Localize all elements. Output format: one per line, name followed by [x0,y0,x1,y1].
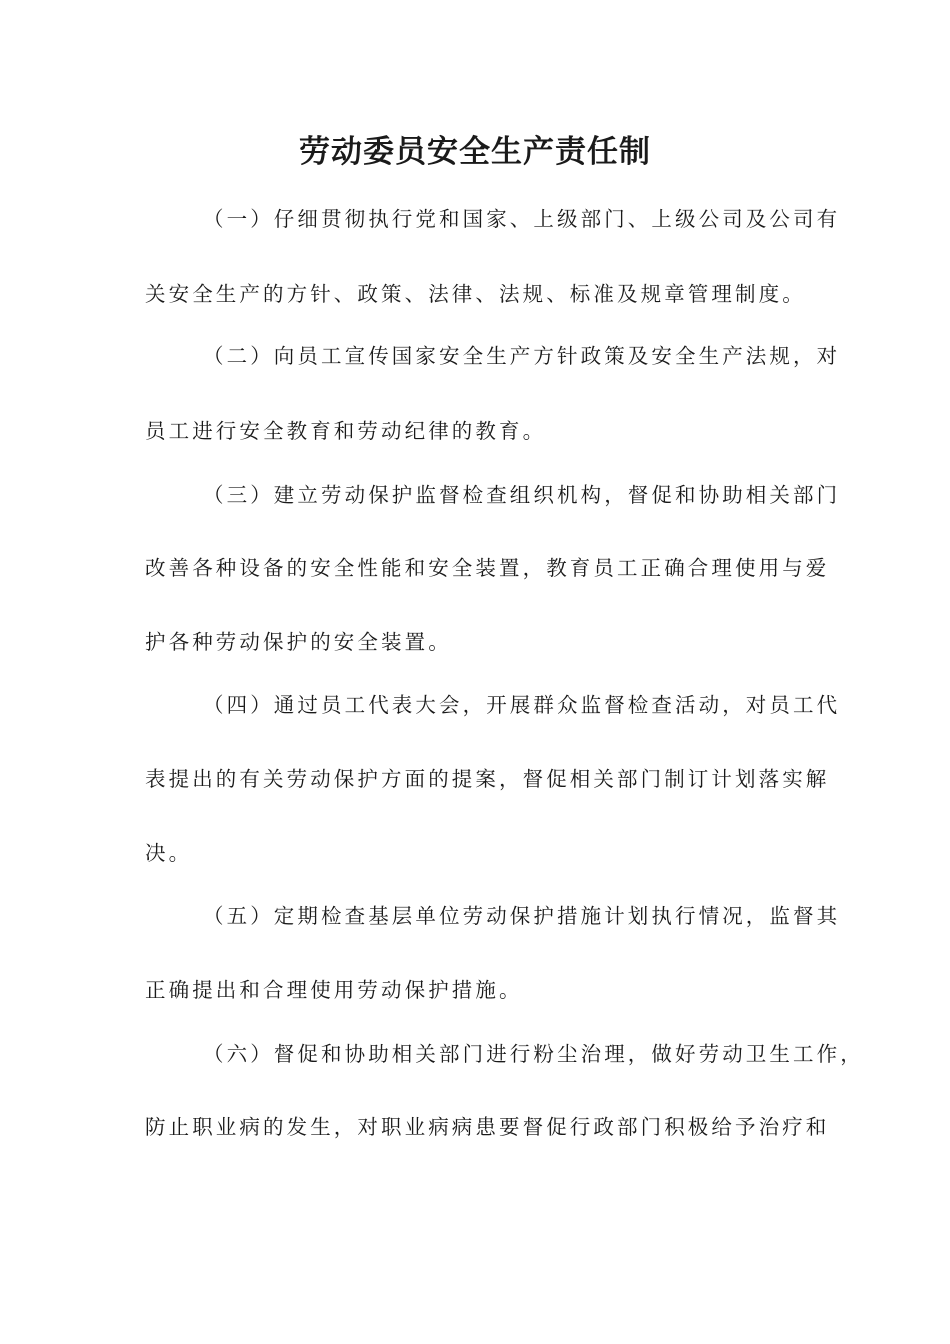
paragraph-3-line-2: 改善各种设备的安全性能和安全装置，教育员工正确合理使用与爱 [145,556,830,580]
paragraph-6-line-2: 防止职业病的发生，对职业病病患要督促行政部门积极给予治疗和 [145,1115,830,1139]
paragraph-2-line-2: 员工进行安全教育和劳动纪律的教育。 [145,419,547,443]
paragraph-1-line-2: 关安全生产的方针、政策、法律、法规、标准及规章管理制度。 [145,282,806,306]
paragraph-2-line-1: （二）向员工宣传国家安全生产方针政策及安全生产法规，对 [203,344,841,368]
paragraph-3-line-1: （三）建立劳动保护监督检查组织机构，督促和协助相关部门 [203,483,841,507]
paragraph-4-line-1: （四）通过员工代表大会，开展群众监督检查活动，对员工代 [203,693,841,717]
paragraph-5-line-2: 正确提出和合理使用劳动保护措施。 [145,978,523,1002]
paragraph-6-line-1: （六）督促和协助相关部门进行粉尘治理，做好劳动卫生工作， [203,1042,864,1066]
paragraph-5-line-1: （五）定期检查基层单位劳动保护措施计划执行情况，监督其 [203,904,841,928]
paragraph-1-line-1: （一）仔细贯彻执行党和国家、上级部门、上级公司及公司有 [203,207,841,231]
paragraph-4-line-2: 表提出的有关劳动保护方面的提案，督促相关部门制订计划落实解 [145,767,830,791]
paragraph-3-line-3: 护各种劳动保护的安全装置。 [145,630,452,654]
document-title: 劳动委员安全生产责任制 [299,134,651,170]
paragraph-4-line-3: 决。 [145,841,193,865]
